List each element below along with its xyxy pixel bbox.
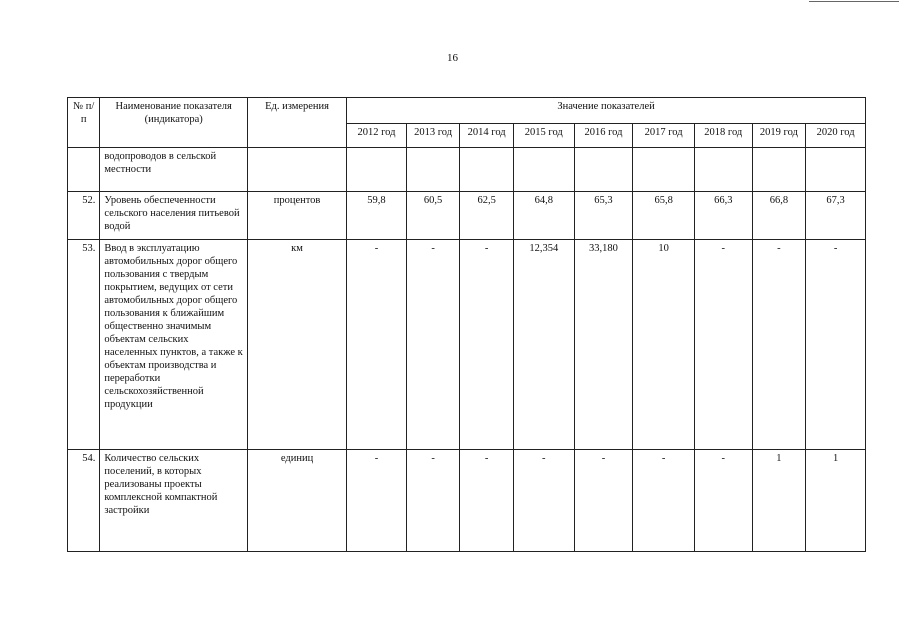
value-cell: - [406,450,460,552]
value-cell: - [694,240,752,450]
value-cell: 59,8 [347,192,407,240]
value-cell: - [633,450,695,552]
unit-cell: единиц [248,450,347,552]
value-cell [633,148,695,192]
table-row [68,148,866,192]
indicators-table [67,97,866,552]
indicator-name: Количество сельских поселений, в которых реализованы проекты комплексной компактной застройки [100,450,248,552]
unit-cell: км [248,240,347,450]
value-cell: - [460,450,514,552]
value-cell: 62,5 [460,192,514,240]
value-cell: 1 [806,450,866,552]
table-row [68,240,866,450]
value-cell: 64,8 [513,192,574,240]
indicator-name: Уровень обеспеченности сельского населения питьевой водой [100,192,248,240]
row-number: 53. [68,240,100,450]
value-cell [513,148,574,192]
page-number: 16 [447,52,458,64]
value-cell: - [347,240,407,450]
table-row [68,192,866,240]
value-cell: 10 [633,240,695,450]
header-year: 2014 год [460,124,514,148]
row-number: 52. [68,192,100,240]
header-year: 2017 год [633,124,695,148]
header-year: 2013 год [406,124,460,148]
header-name: Наименование показателя (индикатора) [100,98,248,148]
header-year: 2019 год [752,124,806,148]
value-cell: - [347,450,407,552]
value-cell [806,148,866,192]
header-unit: Ед. измерения [248,98,347,148]
value-cell: 60,5 [406,192,460,240]
value-cell: - [406,240,460,450]
value-cell: - [694,450,752,552]
value-cell: 66,3 [694,192,752,240]
header-year: 2020 год [806,124,866,148]
value-cell: 66,8 [752,192,806,240]
row-number [68,148,100,192]
value-cell: 67,3 [806,192,866,240]
value-cell: - [513,450,574,552]
header-values: Значение показателей [347,98,866,124]
value-cell [406,148,460,192]
header-year: 2018 год [694,124,752,148]
value-cell: - [806,240,866,450]
value-cell: - [752,240,806,450]
value-cell: 65,8 [633,192,695,240]
top-edge-line [809,1,899,2]
value-cell [460,148,514,192]
value-cell: - [460,240,514,450]
unit-cell [248,148,347,192]
value-cell [574,148,633,192]
header-year: 2012 год [347,124,407,148]
header-num: № п/п [68,98,100,148]
value-cell [694,148,752,192]
indicator-name: Ввод в эксплуатацию автомобильных дорог общего пользования с твердым покрытием, ведущих от сети автомобильных дорог общего пользования к ближайшим общественно значимым объектам сельских населенных пунктов, а также к объектам производства и переработки сельскохозяйственной продукции [100,240,248,450]
unit-cell: процентов [248,192,347,240]
value-cell [752,148,806,192]
value-cell: 12,354 [513,240,574,450]
row-number: 54. [68,450,100,552]
value-cell: 65,3 [574,192,633,240]
value-cell: 33,180 [574,240,633,450]
indicator-name: водопроводов в сельской местности [100,148,248,192]
header-year: 2016 год [574,124,633,148]
value-cell: 1 [752,450,806,552]
table-row [68,450,866,552]
value-cell [347,148,407,192]
header-year: 2015 год [513,124,574,148]
value-cell: - [574,450,633,552]
